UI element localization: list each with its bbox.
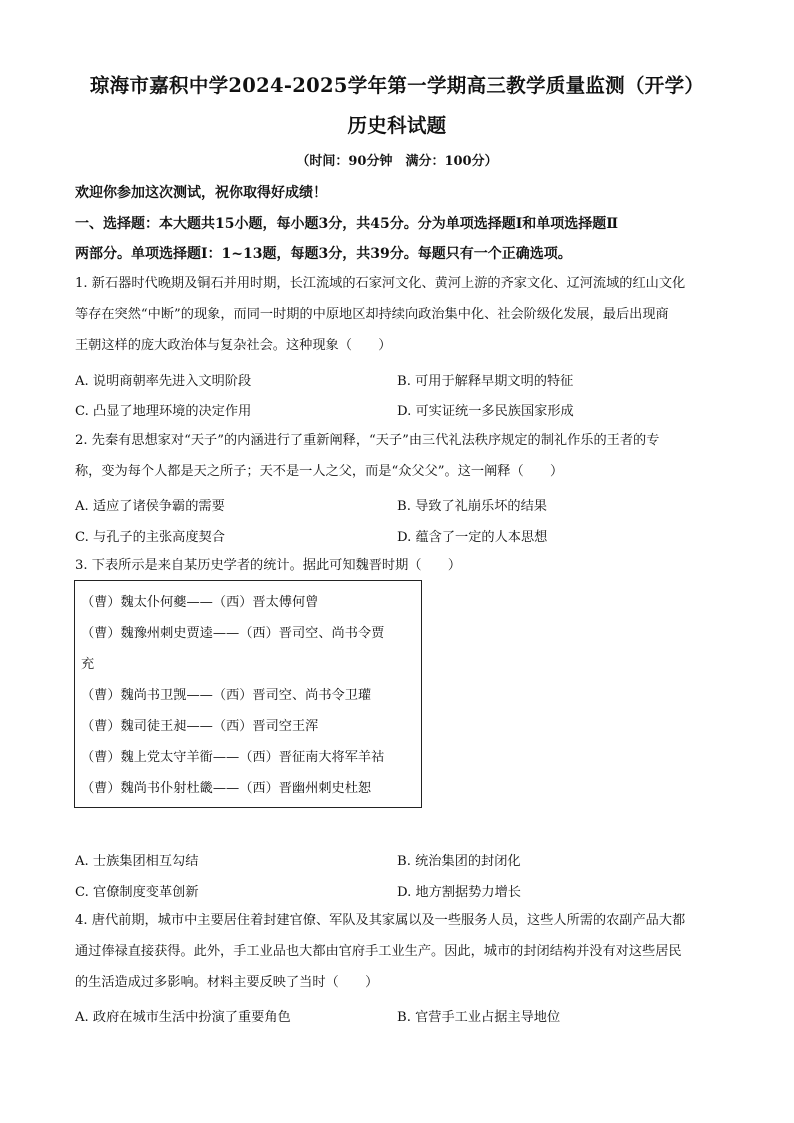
exam-info: （时间：90分钟 满分：100分） (296, 154, 498, 169)
q4-option-a: A. 政府在城市生活中扮演了重要角色 (75, 1010, 291, 1025)
official-lineage-table (74, 580, 422, 808)
question-2 (75, 425, 725, 487)
section-heading-line2: 两部分。单项选择题Ⅰ：1~13题，每题3分，共39分。每题只有一个正确选项。 (75, 246, 572, 262)
q3-option-a: A. 士族集团相互勾结 (75, 854, 199, 869)
section-heading-line1: 一、选择题：本大题共15小题，每小题3分，共45分。分为单项选择题Ⅰ和单项选择题Ⅱ (75, 216, 619, 232)
subject-title: 历史科试题 (347, 114, 447, 137)
q1-option-b: B. 可用于解释早期文明的特征 (397, 374, 574, 389)
q3-option-c: C. 官僚制度变革创新 (75, 885, 199, 900)
table-row: （曹）魏上党太守羊衜——（西）晋征南大将军羊祜 (81, 750, 385, 765)
table-row: （曹）魏豫州刺史贾逵——（西）晋司空、尚书令贾 (81, 626, 385, 641)
question-3-line: 3. 下表所示是来自某历史学者的统计。据此可知魏晋时期（ ） (75, 558, 462, 573)
table-row: （曹）魏太仆何夔——（西）晋太傅何曾 (81, 595, 319, 610)
question-2-line: 称，变为每个人都是天之所子；天不是一人之父，而是“众父父”。这一阐释（ ） (75, 464, 564, 479)
q2-option-b: B. 导致了礼崩乐坏的结果 (397, 499, 547, 514)
q1-option-d: D. 可实证统一多民族国家形成 (397, 404, 574, 419)
question-4 (75, 905, 725, 998)
question-1 (75, 268, 725, 361)
question-1-line: 等存在突然“中断”的现象，而同一时期的中原地区却持续向政治集中化、社会阶级化发展，最后出现商 (75, 307, 669, 322)
question-1-line: 王朝这样的庞大政治体与复杂社会。这种现象（ ） (75, 338, 392, 353)
q1-option-a: A. 说明商朝率先进入文明阶段 (75, 374, 252, 389)
q1-option-c: C. 凸显了地理环境的决定作用 (75, 404, 252, 419)
q4-option-b: B. 官营手工业占据主导地位 (397, 1010, 561, 1025)
question-4-line: 通过俸禄直接获得。此外，手工业品也大都由官府手工业生产。因此，城市的封闭结构并没有对这些居民 (75, 944, 682, 959)
exam-title: 琼海市嘉积中学2024-2025学年第一学期高三教学质量监测（开学） (89, 74, 705, 97)
q2-option-a: A. 适应了诸侯争霸的需要 (75, 499, 225, 514)
question-2-line: 2. 先秦有思想家对“天子”的内涵进行了重新阐释，“天子”由三代礼法秩序规定的制礼作乐的王者的专 (75, 433, 660, 448)
q3-option-b: B. 统治集团的封闭化 (397, 854, 521, 869)
question-4-line: 4. 唐代前期，城市中主要居住着封建官僚、军队及其家属以及一些服务人员，这些人所需的农副产品大都 (75, 913, 686, 928)
q2-option-d: D. 蕴含了一定的人本思想 (397, 530, 548, 545)
question-3 (75, 550, 725, 581)
table-row: （曹）魏尚书仆射杜畿——（西）晋幽州刺史杜恕 (81, 781, 372, 796)
table-row: （曹）魏司徒王昶——（西）晋司空王浑 (81, 719, 319, 734)
greeting: 欢迎你参加这次测试，祝你取得好成绩！ (75, 185, 327, 201)
table-row: （曹）魏尚书卫觊——（西）晋司空、尚书令卫瓘 (81, 688, 372, 703)
question-4-line: 的生活造成过多影响。材料主要反映了当时（ ） (75, 975, 379, 990)
q2-option-c: C. 与孔子的主张高度契合 (75, 530, 225, 545)
question-1-line: 1. 新石器时代晚期及铜石并用时期，长江流域的石家河文化、黄河上游的齐家文化、辽河流域的红山文化 (75, 276, 686, 291)
q3-option-d: D. 地方割据势力增长 (397, 885, 521, 900)
table-row: 充 (81, 657, 95, 672)
